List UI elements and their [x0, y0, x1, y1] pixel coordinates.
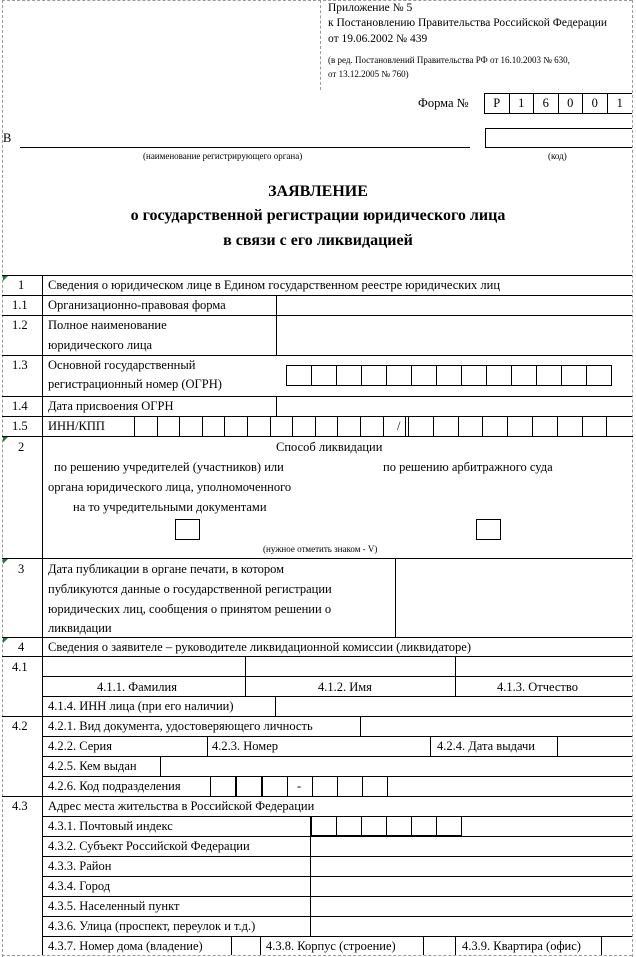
dept-code-cell[interactable]	[312, 776, 338, 797]
row-line	[2, 558, 632, 559]
row-line	[2, 716, 632, 717]
inn-person-label: 4.1.4. ИНН лица (при его наличии)	[48, 699, 234, 713]
s1-3-num: 1.3	[12, 358, 28, 372]
dept-code-cell[interactable]	[236, 776, 262, 797]
inn-kpp-cell[interactable]	[247, 416, 271, 437]
ogrn-cell[interactable]	[486, 365, 512, 386]
inn-kpp-cell[interactable]	[202, 416, 226, 437]
col-line	[275, 696, 276, 716]
dept-code-cell[interactable]	[262, 776, 288, 797]
s2-option1-checkbox[interactable]	[175, 519, 200, 540]
col-line	[231, 936, 232, 955]
s1-2-label-2: юридического лица	[48, 338, 153, 352]
inn-kpp-cell[interactable]	[360, 416, 384, 437]
ogrn-cell[interactable]	[511, 365, 537, 386]
inn-kpp-cell[interactable]	[383, 416, 407, 437]
col-line	[207, 736, 208, 756]
ogrn-cell[interactable]	[536, 365, 562, 386]
appendix-line-5: от 13.12.2005 № 760)	[328, 69, 409, 79]
s4-2-num: 4.2	[12, 719, 28, 733]
s1-1-label: Организационно-правовая форма	[48, 298, 226, 312]
s2-title: Способ ликвидации	[276, 440, 383, 454]
dept-code-cell[interactable]	[210, 776, 236, 797]
series-label: 4.2.2. Серия	[48, 739, 112, 753]
s1-num: 1	[18, 278, 25, 292]
inn-kpp-cell[interactable]	[507, 416, 533, 437]
building-label: 4.3.8. Корпус (строение)	[266, 939, 396, 953]
appendix-line-4: (в ред. Постановлений Правительства РФ от 16.10.2003 № 630,	[328, 55, 570, 65]
inn-kpp-cell[interactable]	[532, 416, 558, 437]
row-line	[42, 756, 632, 757]
ogrn-cell[interactable]	[361, 365, 387, 386]
col-line	[160, 756, 161, 776]
form-no-label: Форма №	[418, 96, 469, 110]
organ-code-caption: (код)	[548, 151, 567, 161]
ogrn-cell[interactable]	[561, 365, 587, 386]
cell-marker	[3, 638, 8, 643]
s3-label-1: Дата публикации в органе печати, в котором	[48, 562, 285, 576]
s1-5-num: 1.5	[12, 419, 28, 433]
surname-label: 4.1.1. Фамилия	[97, 680, 177, 694]
title-line-1: ЗАЯВЛЕНИЕ	[268, 183, 368, 200]
s1-1-num: 1.1	[12, 298, 28, 312]
row-line	[42, 836, 632, 837]
col-line	[557, 736, 558, 756]
page-border-bottom	[2, 955, 632, 956]
s1-4-label: Дата присвоения ОГРН	[48, 399, 174, 413]
inn-kpp-cell[interactable]	[134, 416, 158, 437]
postcode-cell[interactable]	[361, 816, 387, 836]
page-border-top	[2, 0, 632, 1]
inn-kpp-cell[interactable]	[179, 416, 203, 437]
s2-num: 2	[18, 440, 25, 454]
cell-marker	[3, 559, 8, 564]
col-line	[455, 656, 456, 696]
col-line	[455, 936, 456, 955]
organ-code-field[interactable]	[485, 128, 632, 148]
street-label: 4.3.6. Улица (проспект, переулок и т.д.)	[48, 919, 256, 933]
row-line	[2, 396, 632, 397]
title-line-2: о государственной регистрации юридического лица	[130, 207, 506, 224]
s1-2-num: 1.2	[12, 318, 28, 332]
organ-underline[interactable]	[20, 147, 470, 148]
col-line	[430, 736, 431, 756]
inn-kpp-cell[interactable]	[433, 416, 459, 437]
page-border-right	[632, 0, 633, 957]
row-line	[42, 676, 632, 677]
row-line	[2, 656, 632, 657]
ogrn-cell[interactable]	[461, 365, 487, 386]
col-line	[260, 936, 261, 955]
s2-note: (нужное отметить знаком - V)	[263, 544, 378, 554]
form-no-digit: 0	[582, 93, 608, 114]
col-line	[395, 558, 396, 637]
cell-marker	[3, 276, 8, 281]
s1-title: Сведения о юридическом лице в Едином государственном реестре юридических лиц	[48, 278, 501, 292]
ogrn-cell[interactable]	[386, 365, 412, 386]
col-line	[245, 656, 246, 696]
name-label: 4.1.2. Имя	[318, 680, 372, 694]
dept-code-cell[interactable]	[362, 776, 388, 797]
postcode-cell[interactable]	[436, 816, 462, 836]
col-line	[601, 936, 602, 955]
apartment-label: 4.3.9. Квартира (офис)	[462, 939, 581, 953]
row-line	[42, 696, 632, 697]
header-dash-line	[320, 0, 321, 90]
dept-code-cell[interactable]	[337, 776, 363, 797]
s1-3-label-1: Основной государственный	[48, 358, 196, 372]
district-label: 4.3.3. Район	[48, 859, 112, 873]
inn-kpp-slash: /	[397, 419, 401, 433]
s3-label-2: публикуются данные о государственной регистрации	[48, 582, 332, 596]
s3-label-4: ликвидации	[48, 621, 112, 635]
ogrn-cell[interactable]	[586, 365, 612, 386]
appendix-line-3: от 19.06.2002 № 439	[328, 33, 428, 45]
row-line	[2, 355, 632, 356]
row-line	[2, 637, 632, 638]
row-line	[2, 275, 632, 276]
row-line	[2, 315, 632, 316]
locality-label: 4.3.5. Населенный пункт	[48, 899, 180, 913]
s2-option2-checkbox[interactable]	[476, 519, 501, 540]
inn-kpp-cell[interactable]	[337, 416, 361, 437]
postcode-label: 4.3.1. Почтовый индекс	[48, 819, 173, 833]
s1-4-num: 1.4	[12, 399, 28, 413]
form-no-digit: 1	[607, 93, 633, 114]
postcode-cell[interactable]	[386, 816, 412, 836]
inn-kpp-cell[interactable]	[157, 416, 181, 437]
inn-kpp-cell[interactable]	[482, 416, 508, 437]
s3-label-3: юридических лиц, сообщения о принятом решении о	[48, 602, 332, 616]
inn-kpp-cell[interactable]	[224, 416, 248, 437]
appendix-line-1: Приложение № 5	[328, 2, 413, 14]
dept-code-label: 4.2.6. Код подразделения	[48, 779, 181, 793]
row-line	[42, 856, 632, 857]
form-no-digit: 1	[509, 93, 535, 114]
title-line-3: в связи с его ликвидацией	[223, 232, 413, 249]
organ-prefix: В	[3, 131, 12, 145]
postcode-cell[interactable]	[336, 816, 362, 836]
dept-code-dash: -	[297, 779, 302, 793]
s4-title: Сведения о заявителе – руководителе ликвидационной комиссии (ликвидаторе)	[48, 640, 471, 654]
num-col-line	[42, 275, 43, 955]
row-line	[42, 916, 632, 917]
doc-type-label: 4.2.1. Вид документа, удостоверяющего личность	[48, 719, 313, 733]
ogrn-cell[interactable]	[336, 365, 362, 386]
s4-3-num: 4.3	[12, 799, 28, 813]
patronymic-label: 4.1.3. Отчество	[497, 680, 578, 694]
form-no-digit: Р	[484, 93, 510, 114]
row-line	[42, 936, 632, 937]
s1-2-label-1: Полное наименование	[48, 318, 167, 332]
s2-option1-line1: по решению учредителей (участников) или	[54, 460, 284, 474]
s2-option1-line3: на то учредительными документами	[73, 500, 267, 514]
inn-kpp-cell[interactable]	[292, 416, 316, 437]
form-no-digit: 0	[558, 93, 584, 114]
row-line	[42, 736, 632, 737]
s1-5-label: ИНН/КПП	[48, 419, 105, 433]
inn-kpp-cell[interactable]	[408, 416, 434, 437]
address-label: Адрес места жительства в Российской Федерации	[48, 799, 315, 813]
postcode-cell[interactable]	[311, 816, 337, 836]
row-line	[2, 295, 632, 296]
s4-num: 4	[18, 640, 25, 654]
ogrn-cell[interactable]	[286, 365, 312, 386]
ogrn-cell[interactable]	[411, 365, 437, 386]
issued-by-label: 4.2.5. Кем выдан	[48, 759, 137, 773]
s4-1-num: 4.1	[12, 660, 28, 674]
inn-kpp-cell[interactable]	[270, 416, 294, 437]
organ-caption: (наименование регистрирующего органа)	[143, 151, 303, 161]
col-line	[310, 816, 311, 936]
col-line	[276, 295, 277, 355]
number-label: 4.2.3. Номер	[212, 739, 278, 753]
inn-kpp-cell[interactable]	[557, 416, 583, 437]
ogrn-cell[interactable]	[436, 365, 462, 386]
ogrn-cell[interactable]	[311, 365, 337, 386]
row-line	[42, 876, 632, 877]
form-no-digit: 6	[533, 93, 559, 114]
issue-date-label: 4.2.4. Дата выдачи	[437, 739, 535, 753]
inn-kpp-cell[interactable]	[315, 416, 339, 437]
col-line	[423, 936, 424, 955]
col-line	[360, 716, 361, 736]
row-line	[42, 896, 632, 897]
inn-kpp-cell[interactable]	[582, 416, 608, 437]
inn-kpp-cell[interactable]	[458, 416, 484, 437]
s3-num: 3	[18, 562, 25, 576]
cell-marker	[3, 437, 8, 442]
col-line	[276, 396, 277, 416]
s1-3-label-2: регистрационный номер (ОГРН)	[48, 377, 222, 391]
house-label: 4.3.7. Номер дома (владение)	[48, 939, 203, 953]
s2-option1-line2: органа юридического лица, уполномоченного	[48, 480, 292, 494]
region-label: 4.3.2. Субъект Российской Федерации	[48, 839, 250, 853]
city-label: 4.3.4. Город	[48, 879, 111, 893]
postcode-cell[interactable]	[411, 816, 437, 836]
inn-kpp-cell[interactable]	[606, 416, 633, 437]
s2-option2-label: по решению арбитражного суда	[383, 460, 553, 474]
appendix-line-2: к Постановлению Правительства Российской Федерации	[328, 17, 608, 29]
